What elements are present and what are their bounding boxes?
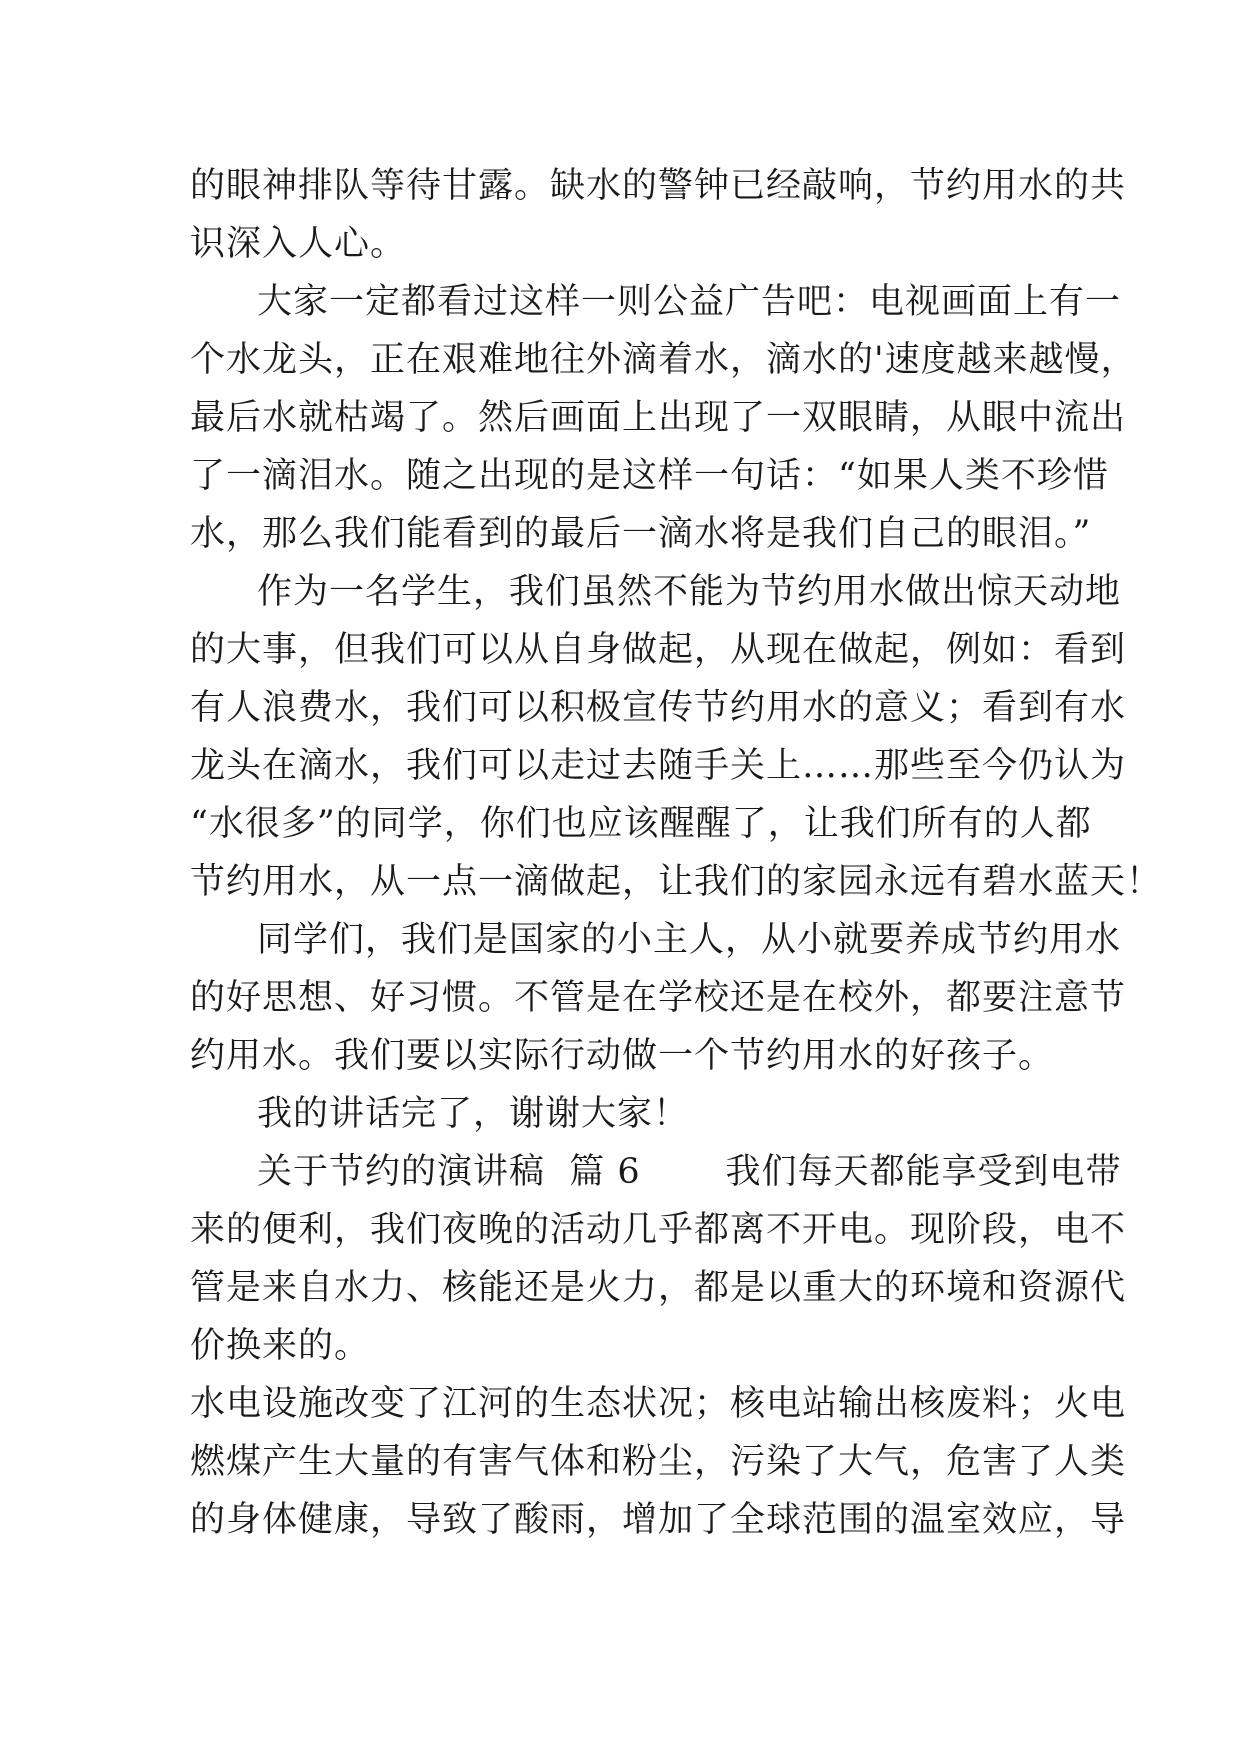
text-line: 节约用水，从一点一滴做起，让我们的家园永远有碧水蓝天！	[190, 862, 1163, 902]
paragraph-start-line: 我的讲话完了，谢谢大家！	[257, 1094, 690, 1134]
paragraph-start-line: 大家一定都看过这样一则公益广告吧：电视画面上有一	[257, 282, 1122, 322]
text-line: 的身体健康，导致了酸雨，增加了全球范围的温室效应，导	[190, 1500, 1127, 1540]
text-line: 水，那么我们能看到的最后一滴水将是我们自己的眼泪。”	[190, 514, 1092, 554]
text-line: 燃煤产生大量的有害气体和粉尘，污染了大气，危害了人类	[190, 1442, 1127, 1482]
text-line: 龙头在滴水，我们可以走过去随手关上……那些至今仍认为	[190, 746, 1127, 786]
text-line: 最后水就枯竭了。然后画面上出现了一双眼睛，从眼中流出	[190, 398, 1127, 438]
section-heading-line: 关于节约的演讲稿 篇 6 我们每天都能享受到电带	[257, 1152, 1122, 1192]
text-line: 来的便利，我们夜晚的活动几乎都离不开电。现阶段，电不	[190, 1210, 1127, 1250]
text-line: 了一滴泪水。随之出现的是这样一句话：“如果人类不珍惜	[190, 456, 1109, 496]
text-line: 的好思想、好习惯。不管是在学校还是在校外，都要注意节	[190, 978, 1127, 1018]
text-line: 的眼神排队等待甘露。缺水的警钟已经敲响，节约用水的共	[190, 166, 1127, 206]
text-line: 的大事，但我们可以从自身做起，从现在做起，例如：看到	[190, 630, 1127, 670]
text-line: 个水龙头，正在艰难地往外滴着水，滴水的'速度越来越慢，	[190, 340, 1137, 380]
text-line: 水电设施改变了江河的生态状况；核电站输出核废料；火电	[190, 1384, 1127, 1424]
text-line: 有人浪费水，我们可以积极宣传节约用水的意义；看到有水	[190, 688, 1127, 728]
text-line: 价换来的。	[190, 1326, 371, 1366]
text-line: 约用水。我们要以实际行动做一个节约用水的好孩子。	[190, 1036, 1055, 1076]
paragraph-start-line: 作为一名学生，我们虽然不能为节约用水做出惊天动地	[257, 572, 1122, 612]
text-line: 识深入人心。	[190, 224, 407, 264]
text-line: 管是来自水力、核能还是火力，都是以重大的环境和资源代	[190, 1268, 1127, 1308]
text-line: “水很多”的同学，你们也应该醒醒了，让我们所有的人都	[190, 804, 1092, 844]
paragraph-start-line: 同学们，我们是国家的小主人，从小就要养成节约用水	[257, 920, 1122, 960]
